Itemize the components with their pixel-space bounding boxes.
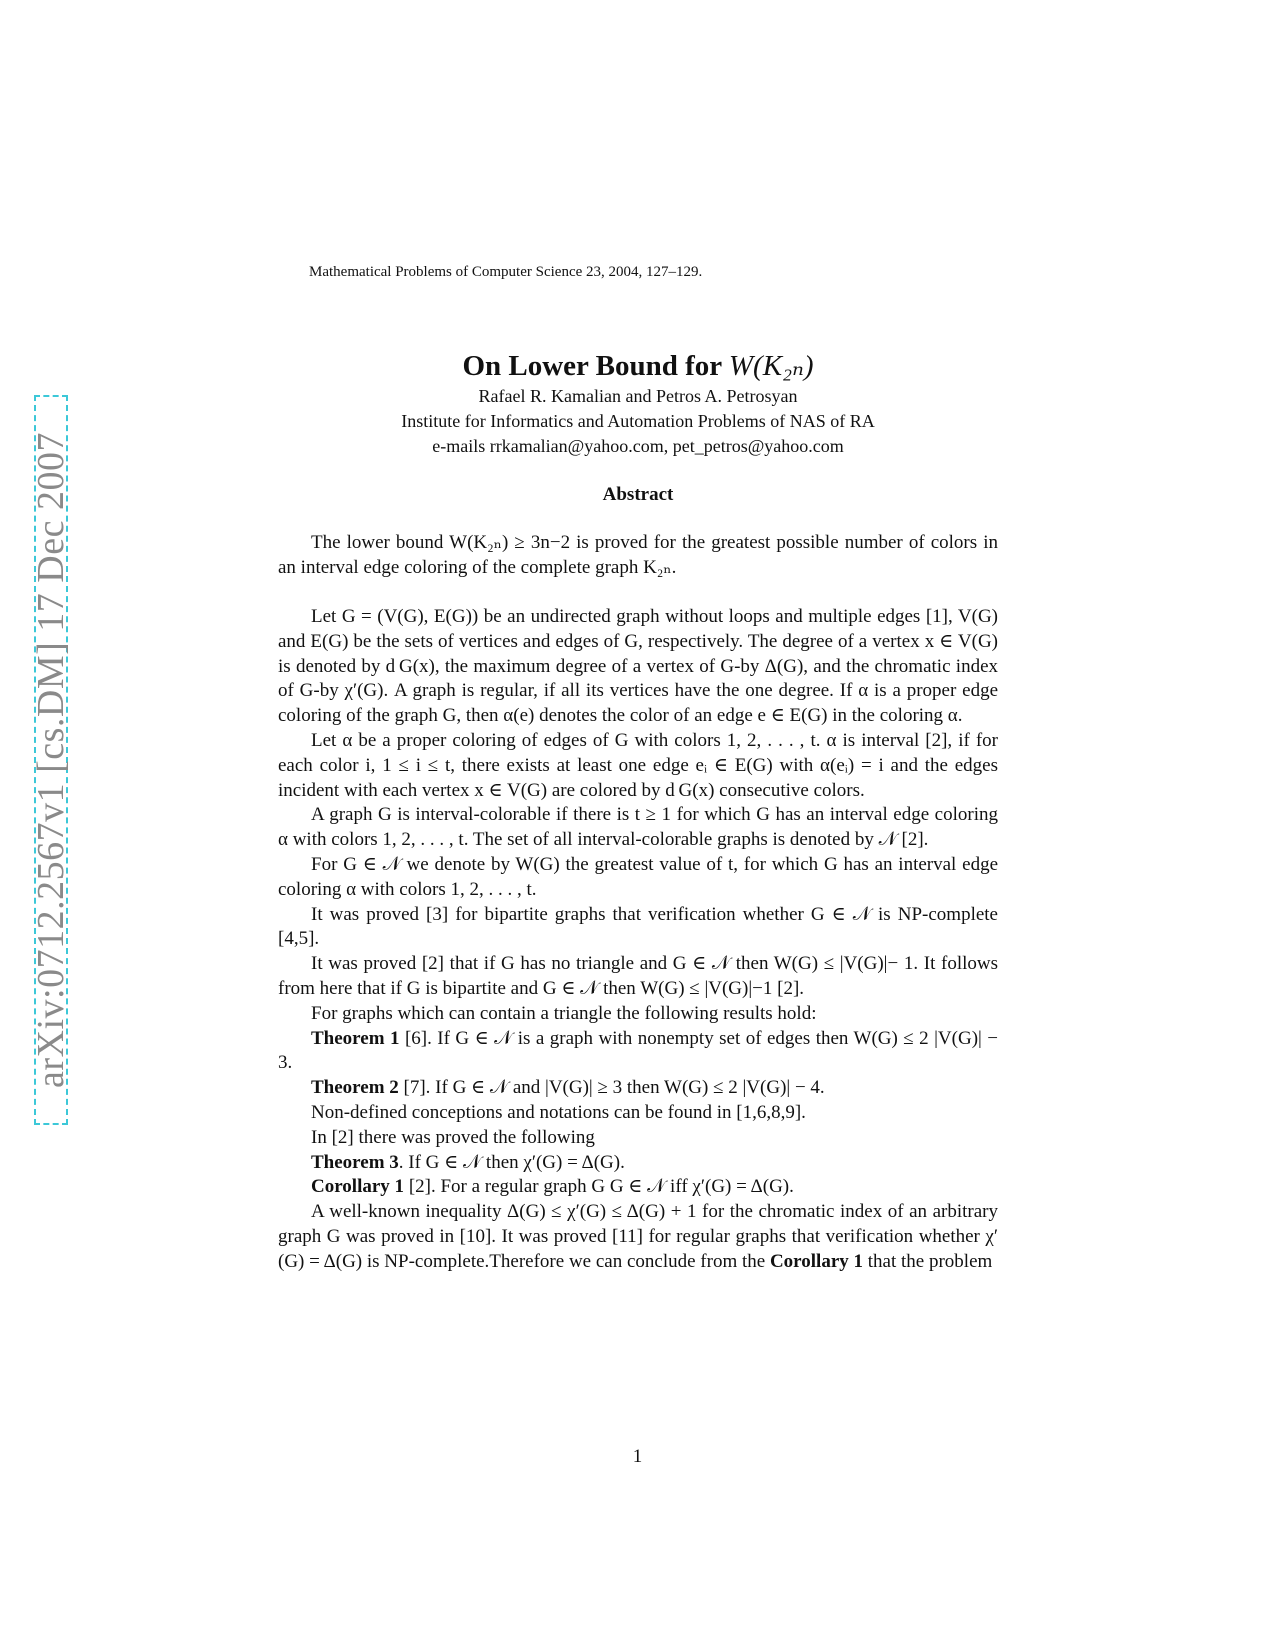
paragraph: It was proved [2] that if G has no triangle and G ∈ 𝒩 then W(G) ≤ |V(G)|− 1. It follows from here that if G is bipartite and G ∈ 𝒩 then W(G) ≤ |V(G)|−1 [2]. <box>278 953 998 999</box>
paragraph: For graphs which can contain a triangle the following results hold: <box>311 1002 817 1024</box>
paragraph: For G ∈ 𝒩 we denote by W(G) the greatest value of t, for which G has an interval edge coloring α with colors 1, 2, . . . , t. <box>278 853 998 900</box>
corollary-label: Corollary 1 <box>311 1176 405 1198</box>
theorem-label: Theorem 2 <box>311 1077 399 1099</box>
paper-title <box>278 348 998 384</box>
paragraph: Let G = (V(G), E(G)) be an undirected graph without loops and multiple edges [1], V(G) and E(G) be the sets of vertices and edges of G, respectively. The degree of a vertex x ∈ V(G) is denoted by d G(x), the maximum degree of a vertex of G-by Δ(G), and the chromatic index of G-by χ′(G). A graph is regular, if all its vertices have the one degree. If α is a proper edge coloring of the graph G, then α(e) denotes the color of an edge e ∈ E(G) in the coloring α. <box>278 606 998 727</box>
arxiv-watermark <box>30 395 73 1125</box>
paper-header <box>278 348 998 459</box>
theorem-label: Theorem 3 <box>311 1151 399 1173</box>
abstract-text: The lower bound W(K₂ₙ) ≥ 3n−2 is proved for the greatest possible number of colors in an interval edge coloring of the complete graph K₂ₙ. <box>278 532 998 578</box>
corollary-1: Corollary 1 [2]. For a regular graph G G ∈ 𝒩 iff χ′(G) = Δ(G). <box>311 1176 794 1198</box>
paper-title-text: On Lower Bound for <box>462 350 729 382</box>
emails: e-mails rrkamalian@yahoo.com, pet_petros@yahoo.com <box>432 436 844 456</box>
page-number: 1 <box>632 1446 643 1467</box>
theorem-1: Theorem 1 [6]. If G ∈ 𝒩 is a graph with nonempty set of edges then W(G) ≤ 2 |V(G)| − 3. <box>278 1027 998 1074</box>
authors: Rafael R. Kamalian and Petros A. Petrosyan <box>478 386 798 406</box>
paper-title-math: W(K₂ₙ) <box>728 350 814 382</box>
theorem-2: Theorem 2 [7]. If G ∈ 𝒩 and |V(G)| ≥ 3 then W(G) ≤ 2 |V(G)| − 4. <box>311 1077 825 1099</box>
theorem-label: Theorem 1 <box>311 1027 400 1049</box>
affiliation: Institute for Informatics and Automation Problems of NAS of RA <box>401 411 875 431</box>
paragraph: In [2] there was proved the following <box>311 1126 595 1148</box>
paragraph: A graph G is interval-colorable if there is t ≥ 1 for which G has an interval edge coloring α with colors 1, 2, . . . , t. The set of all interval-colorable graphs is denoted by 𝒩 [2]. <box>278 804 998 851</box>
paragraph: It was proved [3] for bipartite graphs that verification whether G ∈ 𝒩 is NP-complete [4,5]. <box>278 903 998 950</box>
paragraph: Let α be a proper coloring of edges of G with colors 1, 2, . . . , t. α is interval [2], if for each color i, 1 ≤ i ≤ t, there exists at least one edge eᵢ ∈ E(G) with α(eᵢ) = i and the edges incident with each vertex x ∈ V(G) are colored by d G(x) consecutive colors. <box>278 729 998 801</box>
arxiv-watermark-text: arXiv:0712.2567v1 [cs.DM] 17 Dec 2007 <box>30 432 73 1088</box>
body-text <box>278 605 998 1275</box>
paragraph: A well-known inequality Δ(G) ≤ χ′(G) ≤ Δ(G) + 1 for the chromatic index of an arbitrary graph G was proved in [10]. It was proved [11] for regular graphs that verification whether χ′(G) = Δ(G) is NP-complete.Therefore we can conclude from the Corollary 1 that the problem <box>278 1201 998 1272</box>
theorem-3: Theorem 3. If G ∈ 𝒩 then χ′(G) = Δ(G). <box>311 1151 625 1173</box>
corollary-reference: Corollary 1 <box>769 1250 864 1272</box>
paragraph: Non-defined conceptions and notations can be found in [1,6,8,9]. <box>311 1101 806 1123</box>
journal-citation: Mathematical Problems of Computer Science 23, 2004, 127–129. <box>309 264 703 280</box>
abstract-heading: Abstract <box>602 484 674 505</box>
